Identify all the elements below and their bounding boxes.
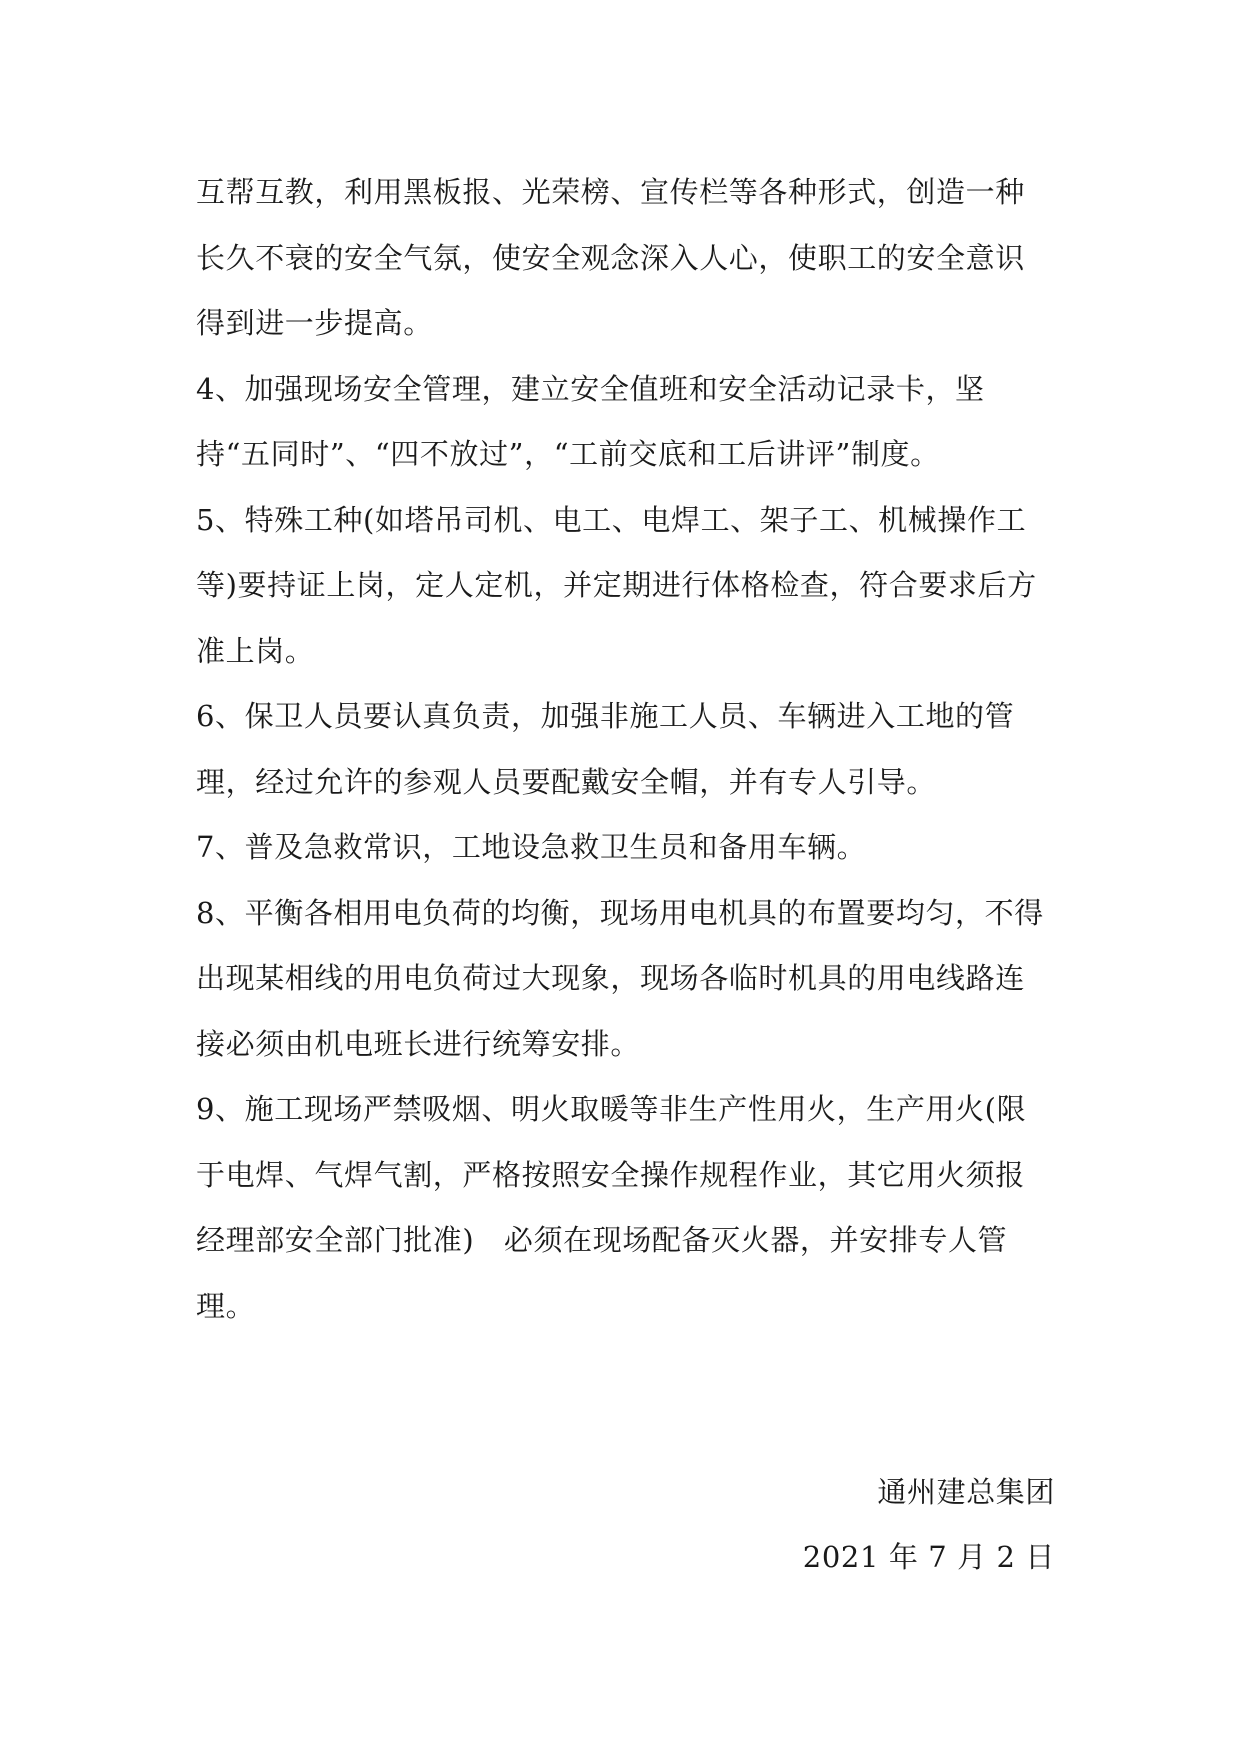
paragraph-item-9: 9、施工现场严禁吸烟、明火取暖等非生产性用火，生产用火(限于电焊、气焊气割，严格按照安全操作规程作业，其它用火须报经理部安全部门批准) 必须在现场配备灭火器，并安排专人管理。	[196, 1092, 1027, 1323]
document-body	[196, 160, 1054, 1339]
paragraph-item-8: 8、平衡各相用电负荷的均衡，现场用电机具的布置要均匀，不得出现某相线的用电负荷过大现象，现场各临时机具的用电线路连接必须由机电班长进行统筹安排。	[196, 895, 1044, 1061]
paragraph-item-4: 4、加强现场安全管理，建立安全值班和安全活动记录卡，坚持“五同时”、“四不放过”，“工前交底和工后讲评”制度。	[196, 371, 985, 471]
paragraph-item-5: 5、特殊工种(如塔吊司机、电工、电焊工、架子工、机械操作工等)要持证上岗，定人定机，并定期进行体格检查，符合要求后方准上岗。	[196, 502, 1037, 668]
signature-organization: 通州建总集团	[877, 1475, 1055, 1509]
paragraph-continuation: 互帮互教，利用黑板报、光荣榜、宣传栏等各种形式，创造一种长久不衰的安全气氛，使安全观念深入人心，使职工的安全意识得到进一步提高。	[196, 175, 1025, 340]
paragraph-item-6: 6、保卫人员要认真负责，加强非施工人员、车辆进入工地的管理，经过允许的参观人员要配戴安全帽，并有专人引导。	[196, 699, 1015, 799]
signature-block	[803, 1460, 1055, 1590]
paragraph-item-7: 7、普及急救常识，工地设急救卫生员和备用车辆。	[196, 830, 867, 864]
signature-date: 2021 年 7 月 2 日	[802, 1540, 1055, 1574]
